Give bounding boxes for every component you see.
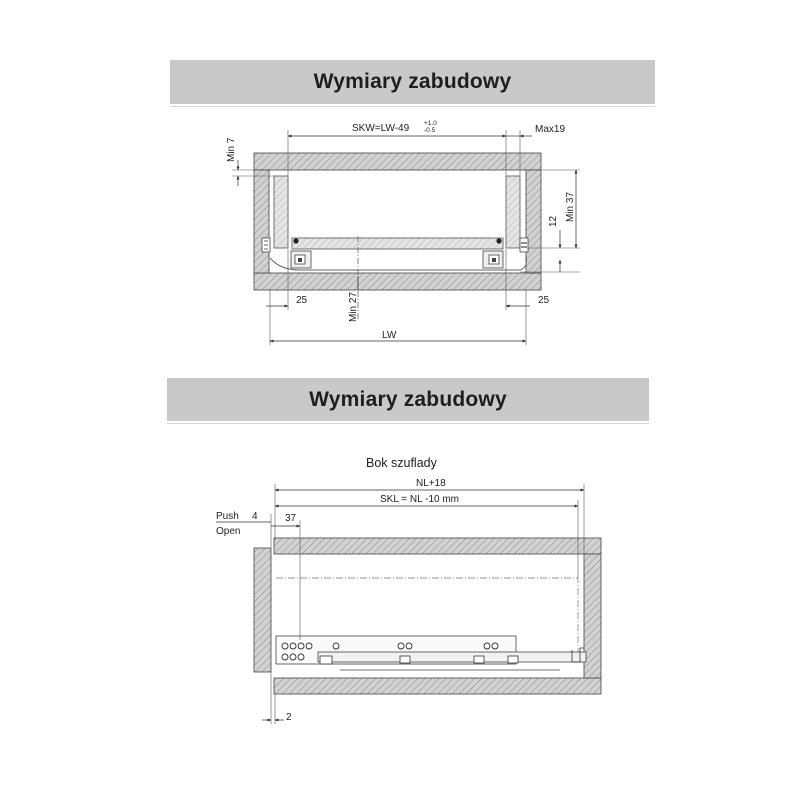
label-dim37: 37 — [285, 513, 297, 524]
label-min7: Min 7 — [226, 137, 237, 162]
cabinet-left-side — [254, 170, 269, 273]
caption-bok-szuflady: Bok szuflady — [366, 456, 437, 470]
cabinet-top-panel — [254, 153, 541, 170]
drawer-left-side — [274, 176, 288, 248]
drawer-bottom — [292, 238, 503, 249]
label-skw: SKW=LW-49 — [352, 123, 410, 134]
cabinet-bottom-panel — [254, 273, 541, 290]
side-clip-left — [262, 238, 270, 252]
section-title-1: Wymiary zabudowy — [170, 60, 655, 104]
side-back-panel — [584, 554, 601, 678]
drawer-side-view — [216, 456, 601, 724]
label-skl: SKL = NL -10 mm — [380, 494, 460, 505]
label-dim2: 2 — [286, 712, 292, 723]
label-25-left: 25 — [296, 295, 308, 306]
label-skw-tol-plus: +1.0 — [424, 120, 437, 127]
screw-left — [293, 238, 298, 243]
label-dim12: 12 — [548, 215, 559, 227]
side-top-panel — [274, 538, 601, 554]
label-push: Push — [216, 511, 239, 522]
label-skw-tol-minus: -0.5 — [424, 127, 436, 134]
label-lw: LW — [382, 330, 397, 341]
runner-right — [483, 251, 503, 268]
label-nl18: NL+18 — [416, 478, 446, 489]
side-clip-right — [520, 238, 528, 252]
label-min37: Min 37 — [565, 191, 576, 222]
drawer-right-side — [506, 176, 520, 248]
side-bottom-panel — [274, 678, 601, 694]
label-dim4: 4 — [252, 511, 258, 522]
label-max19: Max19 — [535, 124, 566, 135]
screw-right — [496, 238, 501, 243]
label-25-right: 25 — [538, 295, 550, 306]
drawer-front-panel — [254, 548, 271, 672]
runner-left — [291, 251, 311, 268]
section-title-2: Wymiary zabudowy — [167, 378, 649, 421]
runner-rail — [318, 652, 586, 662]
label-min27: Min 27 — [348, 291, 359, 322]
cabinet-right-side — [526, 170, 541, 273]
cabinet-cross-section — [226, 120, 580, 345]
label-open: Open — [216, 526, 241, 537]
